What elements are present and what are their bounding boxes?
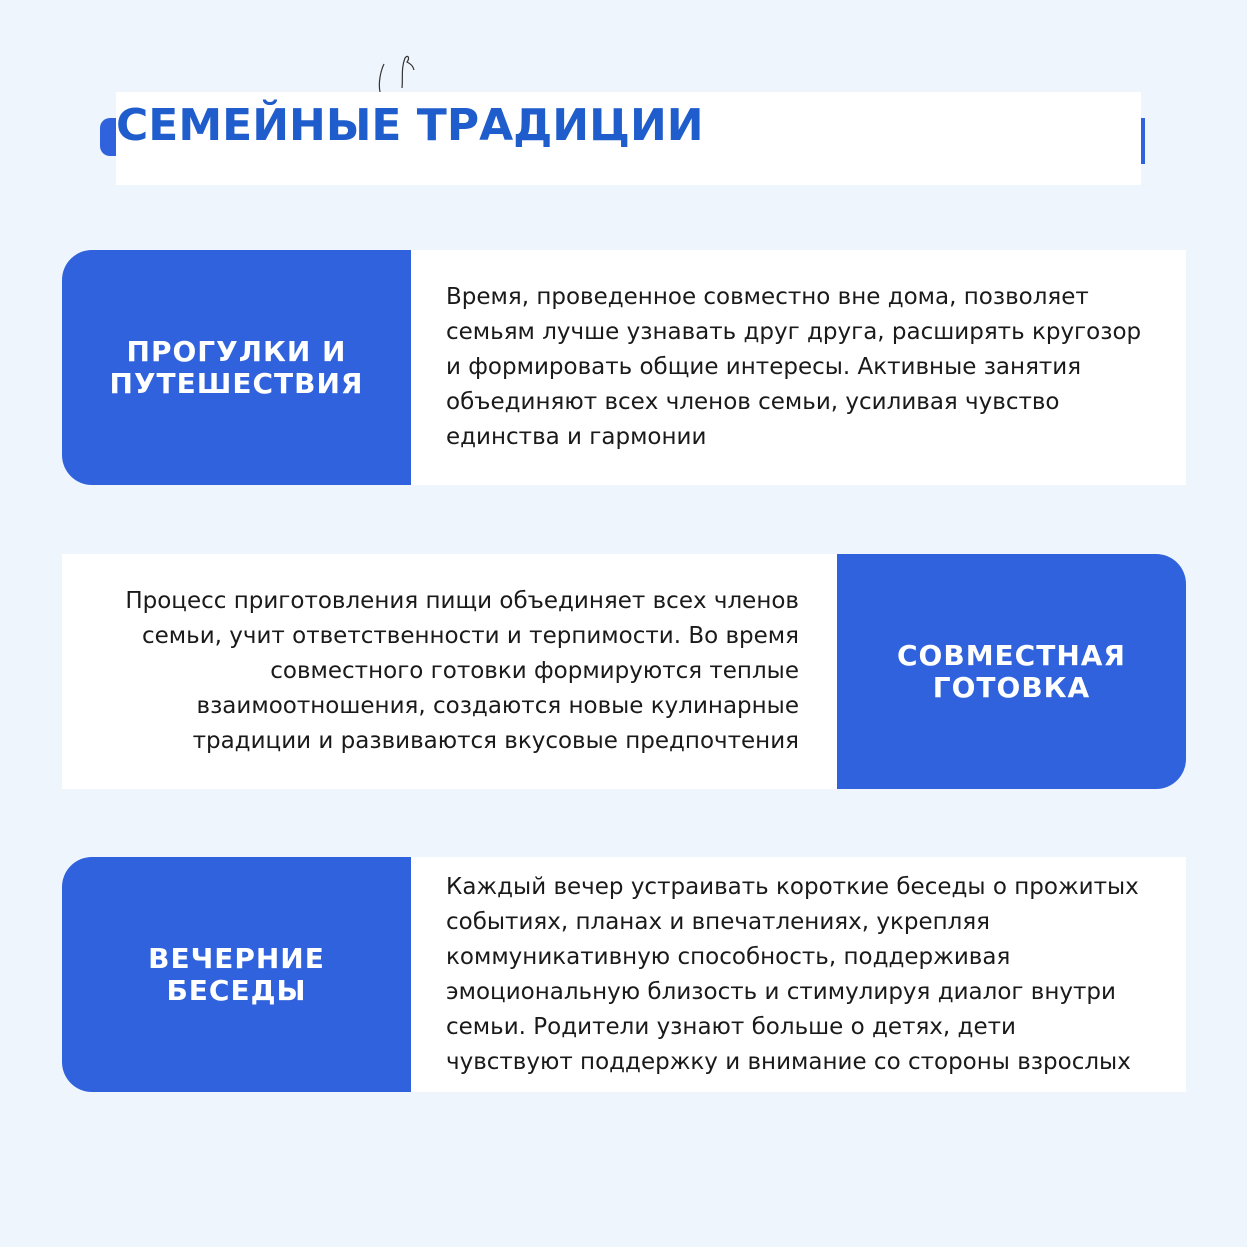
card-label [897,640,1126,704]
card-label [110,336,364,400]
tradition-card-walks [62,250,1186,485]
tradition-card-evening-talks [62,857,1186,1092]
card-description: Процесс приготовления пищи объединяет всех членов семьи, учит ответственности и терпимости. Во время совместного готовки формируются теплые взаимоотношения, создаются новые кулинарные традиции и развиваются вкусовые предпочтения [125,588,799,754]
card-text-box [411,250,1186,485]
card-label-line: СОВМЕСТНАЯ [897,638,1126,672]
tradition-card-cooking [62,554,1186,789]
card-text-box [62,554,837,789]
card-label-box [62,250,411,485]
card-label-line: ПРОГУЛКИ И [126,334,347,368]
card-label-box [62,857,411,1092]
card-text-box [411,857,1186,1092]
card-description: Время, проведенное совместно вне дома, позволяет семьям лучше узнавать друг друга, расширять кругозор и формировать общие интересы. Активные занятия объединяют всех членов семьи, усиливая чувство единства и гармонии [446,284,1142,450]
card-label-line: ВЕЧЕРНИЕ [148,941,325,975]
decorative-squiggle-icon [372,52,418,96]
card-label-box [837,554,1186,789]
title-banner [100,92,1145,185]
card-description: Каждый вечер устраивать короткие беседы о прожитых событиях, планах и впечатлениях, укрепляя коммуникативную способность, поддерживая эмоциональную близость и стимулируя диалог внутри семьи. Родители узнают больше о детях, дети чувствуют поддержку и внимание со стороны взрослых [446,873,1139,1075]
card-label-line: ПУТЕШЕСТВИЯ [109,366,364,400]
card-label-line: ГОТОВКА [932,670,1091,704]
page-title: СЕМЕЙНЫЕ ТРАДИЦИИ [116,100,704,151]
card-label [148,943,325,1007]
card-label-line: БЕСЕДЫ [166,973,307,1007]
